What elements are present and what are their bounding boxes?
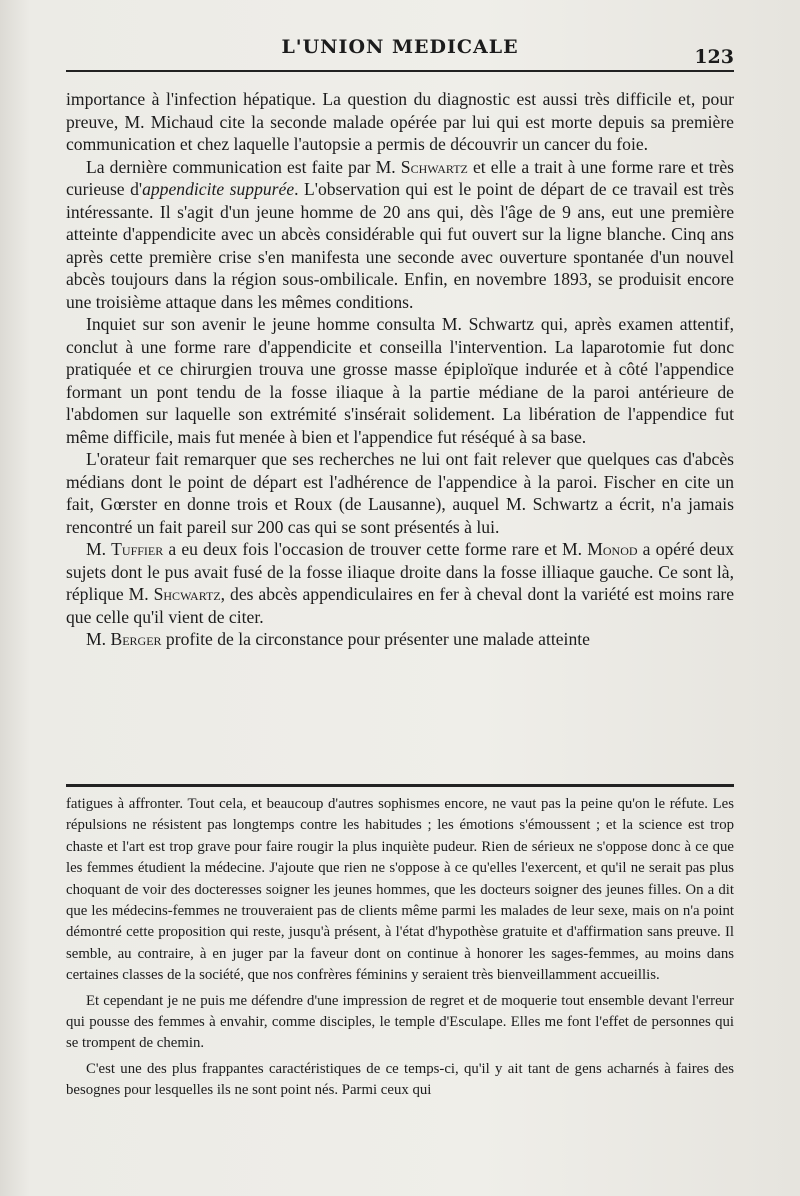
page-number: 123 [694, 46, 734, 68]
p2-text-a: La dernière communication est faite par M. [86, 156, 401, 177]
footnote-text [66, 794, 734, 1106]
footnote-paragraph-2: Et cependant je ne puis me défendre d'une impression de regret et de moquerie tout ensemble devant l'erreur qui pousse des femmes à envahir, comme disciples, le temple d'Esculape. Elles me font l'effet de personnes qui se trompent de chemin. [66, 992, 734, 1052]
p2-text-c: . L'observation qui est le point de départ de ce travail est très intéressante. Il s'agit d'un jeune homme de 20 ans qui, dès l'âge de 9 ans, eut une première atteinte d'appendicite avec un abcès considérable qui fut ouvert sur la ligne blanche. Cinq ans après cette première crise s'en manifesta une seconde avec ouverture spontanée d'un nouvel abcès toujours dans la région sous-ombilicale. Enfin, en novembre 1893, se produisit encore une troisième attaque dans les mêmes conditions. [66, 179, 734, 312]
p6-text-a: M. [86, 629, 111, 649]
author-name-schwartz: Schwartz [400, 156, 468, 177]
running-title: L'UNION MEDICALE [281, 36, 519, 58]
header-rule [66, 70, 734, 72]
paragraph-2 [66, 156, 734, 314]
footnote-paragraph-1: fatigues à affronter. Tout cela, et beaucoup d'autres sophismes encore, ne vaut pas la peine qu'on le réfute. Les répulsions ne résistent pas longtemps contre les habitudes ; les émotions s'émoussent ; et la science est trop chaste et l'art est trop grave pour faire rougir la plus inquiète pudeur. Rien de sérieux ne s'oppose donc à ce que les femmes étudient la médecine. J'ajoute que rien ne s'oppose à ce qu'elles l'exercent, et qu'il ne serait pas plus choquant de voir des docteresses soigner les jeunes hommes, que les docteurs soigner des jeunes filles. On a dit que les médecins-femmes ne trouveraient pas de clients même parmi les malades de leur sexe, mais on n'a point démontré cette proposition qui reste, jusqu'à présent, à l'état d'hypothèse gratuite et d'affirmation sans preuve. Il semble, au contraire, à en juger par la faveur dont on continue à honorer les sages-femmes, au moins dans certaines classes de la société, que nos confrères féminins y seraient très bienveillamment accueillis. [66, 796, 734, 984]
italic-term: appendicite suppurée [142, 179, 295, 199]
p5-text-b: a eu deux fois l'occasion de trouver cette forme rare et M. [163, 539, 588, 559]
paragraph-3: Inquiet sur son avenir le jeune homme consulta M. Schwartz qui, après examen attentif, conclut à une forme rare d'appendicite et conseilla l'intervention. La laparotomie fut donc pratiquée et ce chirurgien trouva une grosse masse épiploïque indurée et à côté l'appendice formant un pont tendu de la fosse iliaque à la partie médiane de la paroi antérieure de l'abdomen sur laquelle son extrémité s'insérait solidement. La libération de l'appendice fut même difficile, mais fut menée à bien et l'appendice fut réséqué à sa base. [66, 314, 734, 447]
author-name-monod: Monod [587, 539, 638, 559]
paragraph-1: importance à l'infection hépatique. La question du diagnostic est aussi très difficile et, pour preuve, M. Michaud cite la seconde malade opérée par lui qui est morte depuis sa première communication et chez laquelle l'autopsie a permis de découvrir un cancer du foie. [66, 89, 734, 154]
paragraph-6 [66, 628, 734, 651]
paragraph-4: L'orateur fait remarquer que ses recherches ne lui ont fait relever que quelques cas d'abcès médians dont le point de départ est l'adhérence de l'appendice à la paroi. Fischer en cite un fait, Gœrster en donne trois et Roux (de Lausanne), auquel M. Schwartz a écrit, n'a jamais rencontré un fait pareil sur 200 cas qui se sont présentés à lui. [66, 449, 734, 537]
paragraph-5 [66, 538, 734, 628]
p5-text-d: , des abcès appendiculaires en fer à cheval dont la variété est moins rare que celle qu'il vient de citer. [66, 584, 735, 627]
p5-text-a: M. [86, 539, 112, 559]
p6-text-b: profite de la circonstance pour présenter une malade atteinte [161, 629, 590, 649]
author-name-berger: Berger [110, 629, 162, 649]
p5-text-c: a opéré deux sujets dont le pus avait fusé de la fosse iliaque droite dans la fosse illiaque gauche. Ce sont là, réplique M. [66, 539, 734, 604]
main-text [66, 88, 734, 651]
author-name-tuffier: Tuffier [111, 539, 164, 559]
author-name-shcwartz: Shcwartz [153, 584, 221, 604]
footnote-rule [66, 784, 734, 787]
p2-text-b: et elle a trait à une forme rare et très curieuse d' [66, 156, 734, 199]
footnote-paragraph-3: C'est une des plus frappantes caractéristiques de ce temps-ci, qu'il y ait tant de gens acharnés à faires des besognes pour lesquelles ils ne sont point nés. Parmi ceux qui [66, 1060, 734, 1099]
